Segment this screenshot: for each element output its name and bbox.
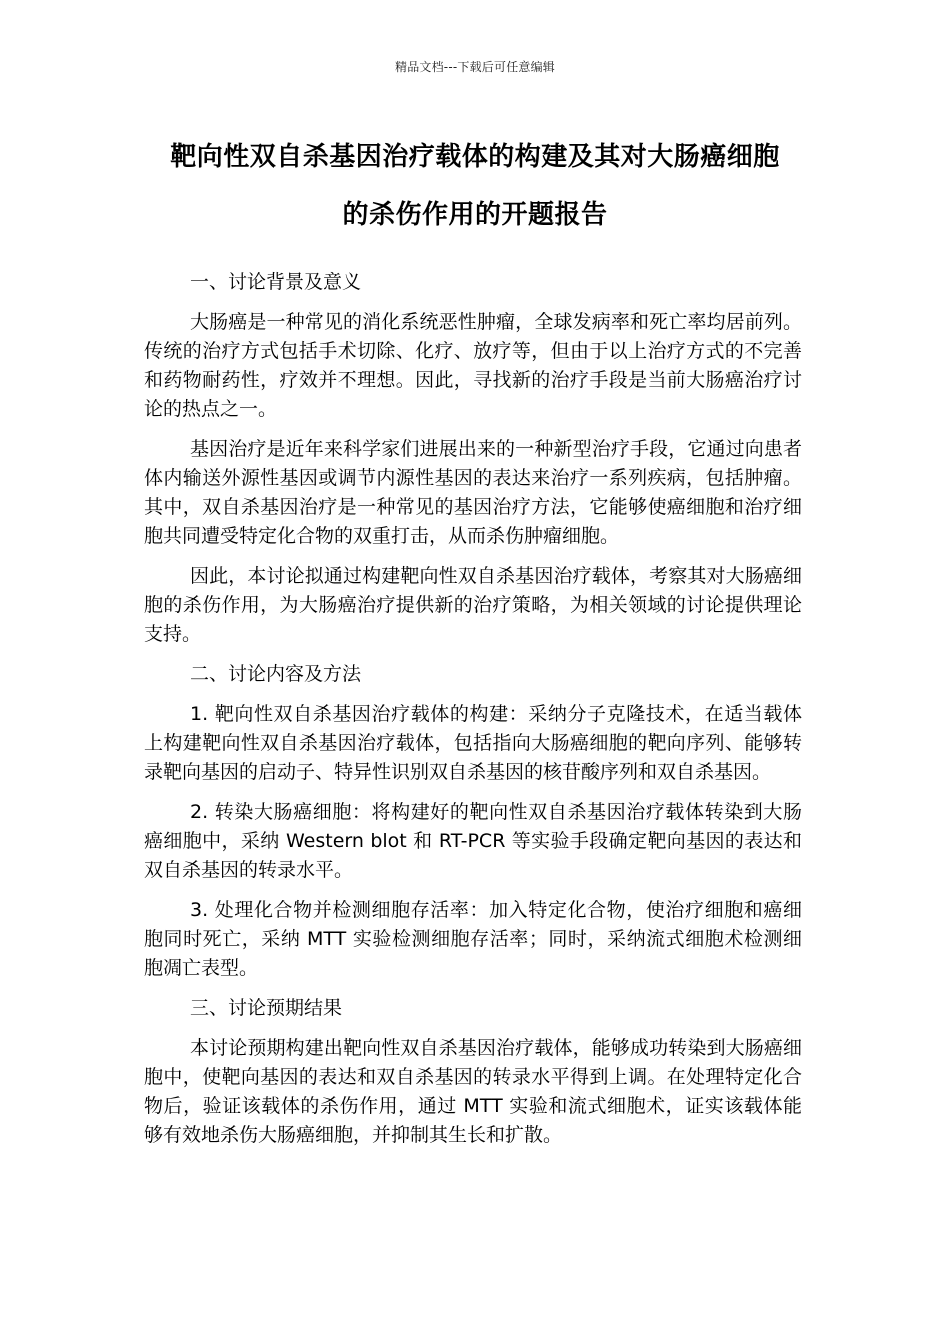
section-methods <box>144 660 802 983</box>
paragraph: 大肠癌是一种常见的消化系统恶性肿瘤，全球发病率和死亡率均居前列。传统的治疗方式包括手术切除、化疗、放疗等，但由于以上治疗方式的不完善和药物耐药性，疗效并不理想。因此，寻找新的治疗手段是当前大肠癌治疗讨论的热点之一。 <box>144 311 802 420</box>
section-heading: 一、讨论背景及意义 <box>190 271 362 293</box>
paragraph: 1. 靶向性双自杀基因治疗载体的构建：采纳分子克隆技术，在适当载体上构建靶向性双自杀基因治疗载体，包括指向大肠癌细胞的靶向序列、能够转录靶向基因的启动子、特异性识别双自杀基因的核苷酸序列和双自杀基因。 <box>144 703 802 783</box>
paragraph: 基因治疗是近年来科学家们进展出来的一种新型治疗手段，它通过向患者体内输送外源性基因或调节内源性基因的表达来治疗一系列疾病，包括肿瘤。其中，双自杀基因治疗是一种常见的基因治疗方法，它能够使癌细胞和治疗细胞共同遭受特定化合物的双重打击，从而杀伤肿瘤细胞。 <box>144 438 802 547</box>
paragraph: 3. 处理化合物并检测细胞存活率：加入特定化合物，使治疗细胞和癌细胞同时死亡，采纳 MTT 实验检测细胞存活率；同时，采纳流式细胞术检测细胞凋亡表型。 <box>144 899 802 979</box>
title-line-1: 靶向性双自杀基因治疗载体的构建及其对大肠癌细胞 <box>170 142 780 172</box>
section-heading: 三、讨论预期结果 <box>190 997 343 1019</box>
section-expected-results <box>144 994 802 1150</box>
document-title <box>130 128 820 244</box>
section-heading: 二、讨论内容及方法 <box>190 663 362 685</box>
header-note: 精品文档---下载后可任意编辑 <box>395 60 555 74</box>
paragraph: 因此，本讨论拟通过构建靶向性双自杀基因治疗载体，考察其对大肠癌细胞的杀伤作用，为大肠癌治疗提供新的治疗策略，为相关领域的讨论提供理论支持。 <box>144 565 802 645</box>
paragraph: 2. 转染大肠癌细胞：将构建好的靶向性双自杀基因治疗载体转染到大肠癌细胞中，采纳 Western blot 和 RT-PCR 等实验手段确定靶向基因的表达和双自杀基因的转录水平。 <box>144 801 802 881</box>
section-background <box>144 268 802 649</box>
document-body <box>144 268 802 1161</box>
paragraph: 本讨论预期构建出靶向性双自杀基因治疗载体，能够成功转染到大肠癌细胞中，使靶向基因的表达和双自杀基因的转录水平得到上调。在处理特定化合物后，验证该载体的杀伤作用，通过 MTT 实验和流式细胞术，证实该载体能够有效地杀伤大肠癌细胞，并抑制其生长和扩散。 <box>144 1037 802 1146</box>
title-line-2: 的杀伤作用的开题报告 <box>342 200 608 230</box>
